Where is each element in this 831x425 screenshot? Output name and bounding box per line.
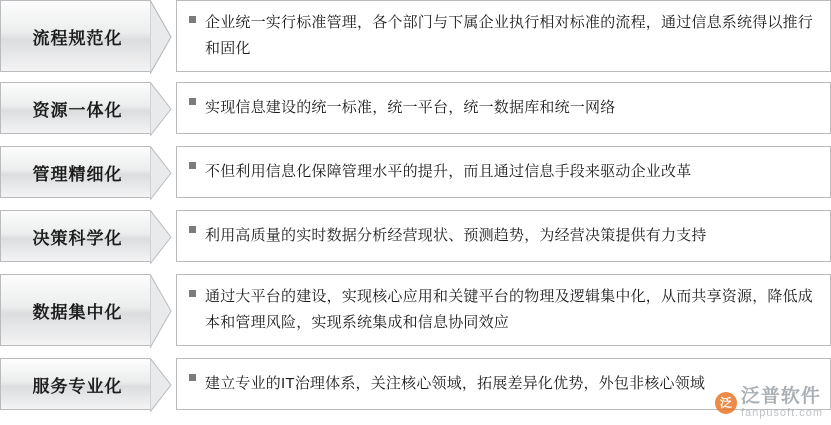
diagram-row — [0, 0, 831, 72]
row-label-chevron — [0, 0, 150, 72]
bullet-icon — [189, 290, 196, 297]
row-label-text: 资源一体化 — [32, 100, 123, 120]
chevron-arrow-icon — [150, 82, 172, 134]
row-label-chevron — [0, 82, 150, 134]
chevron-arrow-icon — [150, 146, 172, 198]
row-content-panel — [176, 358, 831, 410]
row-label-text: 决策科学化 — [32, 228, 123, 248]
row-label-text: 流程规范化 — [32, 28, 123, 48]
bullet-icon — [189, 226, 196, 233]
row-content-text: 利用高质量的实时数据分析经营现状、预测趋势，为经营决策提供有力支持 — [205, 227, 707, 244]
diagram-row — [0, 358, 831, 410]
row-label-chevron — [0, 274, 150, 346]
watermark-brand: 泛普软件 — [740, 385, 821, 407]
watermark-domain: fanpusoft.com — [740, 406, 823, 419]
row-content-text: 企业统一实行标准管理，各个部门与下属企业执行相对标准的流程，通过信息系统得以推行和固化 — [205, 14, 814, 57]
chevron-arrow-icon — [150, 210, 172, 262]
row-label-text: 数据集中化 — [32, 302, 123, 322]
row-content-text: 实现信息建设的统一标准，统一平台，统一数据库和统一网络 — [205, 99, 616, 116]
diagram-row — [0, 274, 831, 346]
bullet-icon — [189, 98, 196, 105]
row-label-text: 管理精细化 — [32, 164, 123, 184]
diagram-row — [0, 210, 831, 262]
row-label-chevron — [0, 146, 150, 198]
chevron-arrow-icon — [150, 274, 172, 346]
row-content-panel — [176, 274, 831, 346]
bullet-icon — [189, 16, 196, 23]
bullet-icon — [189, 374, 196, 381]
bullet-icon — [189, 162, 196, 169]
diagram-row — [0, 146, 831, 198]
row-label-chevron — [0, 210, 150, 262]
row-content-panel — [176, 210, 831, 262]
row-label-text: 服务专业化 — [32, 376, 123, 396]
diagram-row — [0, 82, 831, 134]
watermark-badge-icon: 泛 — [715, 392, 737, 414]
row-label-chevron — [0, 358, 150, 410]
row-content-panel — [176, 82, 831, 134]
row-content-panel — [176, 146, 831, 198]
row-content-text: 不但利用信息化保障管理水平的提升，而且通过信息手段来驱动企业改革 — [205, 163, 692, 180]
row-content-text: 建立专业的IT治理体系，关注核心领域，拓展差异化优势，外包非核心领域 — [205, 375, 706, 392]
row-content-panel — [176, 0, 831, 72]
row-content-text: 通过大平台的建设，实现核心应用和关键平台的物理及逻辑集中化，从而共享资源，降低成本和管理风险，实现系统集成和信息协同效应 — [205, 288, 814, 331]
chevron-arrow-icon — [150, 358, 172, 410]
chevron-arrow-icon — [150, 0, 172, 72]
